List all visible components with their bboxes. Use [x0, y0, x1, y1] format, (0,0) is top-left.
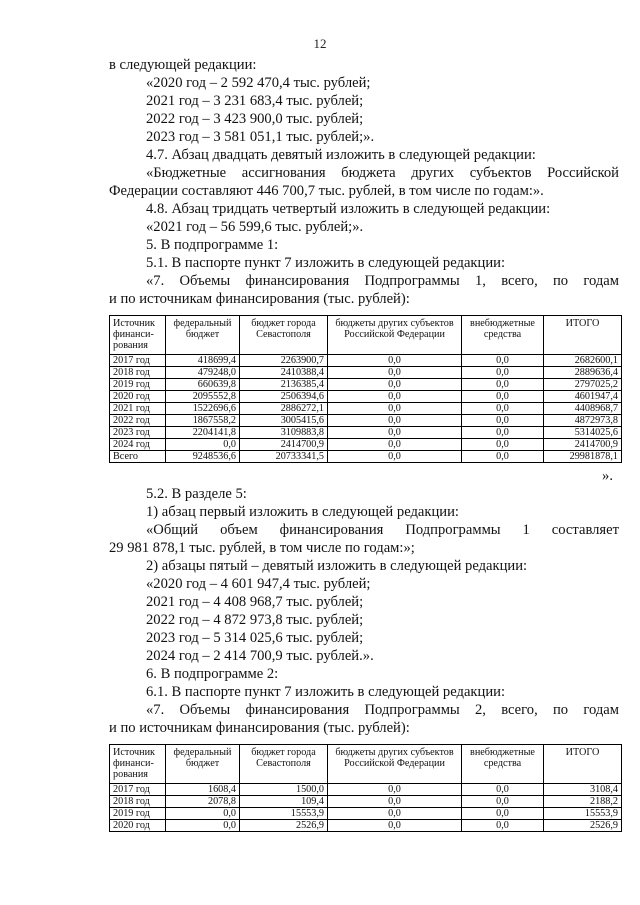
- column-header: Источник финанси-рования: [110, 745, 166, 784]
- table-cell: 2136385,4: [240, 379, 328, 391]
- table-cell: 660639,8: [166, 379, 240, 391]
- table-body: [110, 784, 622, 832]
- table-cell: 0,0: [328, 820, 462, 832]
- row-label-cell: 2019 год: [110, 379, 166, 391]
- table-header-row: [110, 745, 622, 784]
- column-header: бюджеты других субъектов Российской Федерации: [328, 745, 462, 784]
- table-cell: 479248,0: [166, 367, 240, 379]
- paragraph: «2021 год – 56 599,6 тыс. рублей;».: [146, 219, 364, 235]
- paragraph: 1) абзац первый изложить в следующей редакции:: [146, 504, 459, 520]
- table-cell: 2095552,8: [166, 391, 240, 403]
- table-cell: 3109883,8: [240, 427, 328, 439]
- table-cell: 0,0: [328, 808, 462, 820]
- row-label-cell: 2022 год: [110, 415, 166, 427]
- financing-table-subprogram-2: [109, 744, 622, 832]
- column-header: бюджет города Севастополя: [240, 316, 328, 355]
- paragraph: 2021 год – 3 231 683,4 тыс. рублей;: [146, 93, 364, 109]
- table-cell: 0,0: [328, 391, 462, 403]
- page-number: 12: [313, 36, 327, 51]
- table-cell: 4601947,4: [544, 391, 622, 403]
- table-cell: 0,0: [328, 355, 462, 367]
- table-cell: 0,0: [462, 415, 544, 427]
- row-label-cell: 2017 год: [110, 355, 166, 367]
- column-header: бюджеты других субъектов Российской Федерации: [328, 316, 462, 355]
- paragraph: 6. В подпрограмме 2:: [146, 666, 279, 682]
- column-header: Источник финанси-рования: [110, 316, 166, 355]
- paragraph: 2021 год – 4 408 968,7 тыс. рублей;: [146, 594, 364, 610]
- paragraph: Федерации составляют 446 700,7 тыс. рублей, в том числе по годам:».: [109, 183, 544, 199]
- column-header: ИТОГО: [544, 316, 622, 355]
- table-header-row: [110, 316, 622, 355]
- table-cell: 0,0: [462, 391, 544, 403]
- paragraph: 4.7. Абзац двадцать девятый изложить в следующей редакции:: [146, 147, 536, 163]
- row-label-cell: 2018 год: [110, 367, 166, 379]
- table-row: [110, 796, 622, 808]
- table-cell: 20733341,5: [240, 451, 328, 463]
- column-header: ИТОГО: [544, 745, 622, 784]
- table-cell: 2526,9: [240, 820, 328, 832]
- table-row: [110, 391, 622, 403]
- table-cell: 15553,9: [240, 808, 328, 820]
- paragraph: 2023 год – 3 581 051,1 тыс. рублей;».: [146, 129, 375, 145]
- table-cell: 1867558,2: [166, 415, 240, 427]
- table-cell: 0,0: [328, 451, 462, 463]
- row-label-cell: 2020 год: [110, 820, 166, 832]
- paragraph: «Бюджетные ассигнования бюджета других субъектов Российской: [146, 165, 619, 181]
- table-cell: 5314025,6: [544, 427, 622, 439]
- table-cell: 109,4: [240, 796, 328, 808]
- table-cell: 2414700,9: [544, 439, 622, 451]
- table-cell: 0,0: [166, 439, 240, 451]
- table-row: [110, 451, 622, 463]
- paragraph: 5.1. В паспорте пункт 7 изложить в следующей редакции:: [146, 255, 505, 271]
- table-cell: 0,0: [462, 439, 544, 451]
- row-label-cell: 2023 год: [110, 427, 166, 439]
- column-header: федеральный бюджет: [166, 316, 240, 355]
- table-cell: 0,0: [328, 427, 462, 439]
- table-cell: 15553,9: [544, 808, 622, 820]
- paragraph: «Общий объем финансирования Подпрограммы 1 составляет: [146, 522, 619, 538]
- table-row: [110, 355, 622, 367]
- row-label-cell: 2017 год: [110, 784, 166, 796]
- table-cell: 0,0: [462, 451, 544, 463]
- row-label-cell: Всего: [110, 451, 166, 463]
- table-cell: 2263900,7: [240, 355, 328, 367]
- table-row: [110, 379, 622, 391]
- table-row: [110, 820, 622, 832]
- column-header: внебюджетные средства: [462, 745, 544, 784]
- document-body: [109, 56, 619, 836]
- table-cell: 0,0: [462, 808, 544, 820]
- paragraph: «7. Объемы финансирования Подпрограммы 1, всего, по годам: [146, 273, 619, 289]
- table-cell: 0,0: [328, 796, 462, 808]
- paragraph: в следующей редакции:: [109, 57, 257, 73]
- paragraph: 2024 год – 2 414 700,9 тыс. рублей.».: [146, 648, 374, 664]
- table-cell: 9248536,6: [166, 451, 240, 463]
- row-label-cell: 2019 год: [110, 808, 166, 820]
- paragraph: 2022 год – 3 423 900,0 тыс. рублей;: [146, 111, 364, 127]
- paragraph: 5.2. В разделе 5:: [146, 486, 247, 502]
- paragraph: и по источникам финансирования (тыс. рублей):: [109, 291, 410, 307]
- table-row: [110, 808, 622, 820]
- paragraph: 4.8. Абзац тридцать четвертый изложить в следующей редакции:: [146, 201, 551, 217]
- table-cell: 0,0: [166, 820, 240, 832]
- column-header: федеральный бюджет: [166, 745, 240, 784]
- row-label-cell: 2024 год: [110, 439, 166, 451]
- table-cell: 0,0: [166, 808, 240, 820]
- table-cell: 0,0: [328, 367, 462, 379]
- table-cell: 0,0: [462, 367, 544, 379]
- table-row: [110, 367, 622, 379]
- table-row: [110, 784, 622, 796]
- paragraph: 6.1. В паспорте пункт 7 изложить в следующей редакции:: [146, 684, 505, 700]
- table-row: [110, 439, 622, 451]
- table-row: [110, 415, 622, 427]
- paragraph: 5. В подпрограмме 1:: [146, 237, 279, 253]
- paragraph: 2023 год – 5 314 025,6 тыс. рублей;: [146, 630, 364, 646]
- row-label-cell: 2020 год: [110, 391, 166, 403]
- paragraph: «7. Объемы финансирования Подпрограммы 2, всего, по годам: [146, 702, 619, 718]
- closing-quote: ».: [602, 468, 613, 484]
- paragraph: и по источникам финансирования (тыс. рублей):: [109, 720, 410, 736]
- table-cell: 1522696,6: [166, 403, 240, 415]
- table-cell: 29981878,1: [544, 451, 622, 463]
- table-cell: 2410388,4: [240, 367, 328, 379]
- paragraph: «2020 год – 4 601 947,4 тыс. рублей;: [146, 576, 371, 592]
- table-cell: 1500,0: [240, 784, 328, 796]
- financing-table-subprogram-1: [109, 315, 622, 463]
- table-cell: 2526,9: [544, 820, 622, 832]
- table-cell: 2889636,4: [544, 367, 622, 379]
- table-cell: 418699,4: [166, 355, 240, 367]
- table-cell: 2886272,1: [240, 403, 328, 415]
- row-label-cell: 2021 год: [110, 403, 166, 415]
- table-cell: 0,0: [328, 439, 462, 451]
- column-header: бюджет города Севастополя: [240, 745, 328, 784]
- paragraph: 2) абзацы пятый – девятый изложить в следующей редакции:: [146, 558, 528, 574]
- table-body: [110, 355, 622, 463]
- table-cell: 2414700,9: [240, 439, 328, 451]
- table-cell: 2506394,6: [240, 391, 328, 403]
- table-cell: 3005415,6: [240, 415, 328, 427]
- table-cell: 3108,4: [544, 784, 622, 796]
- table-cell: 2204141,8: [166, 427, 240, 439]
- table-cell: 0,0: [462, 784, 544, 796]
- table-cell: 0,0: [462, 379, 544, 391]
- table-cell: 1608,4: [166, 784, 240, 796]
- table-cell: 2078,8: [166, 796, 240, 808]
- table-cell: 0,0: [462, 355, 544, 367]
- table-cell: 0,0: [328, 784, 462, 796]
- table-cell: 0,0: [462, 820, 544, 832]
- paragraph: 2022 год – 4 872 973,8 тыс. рублей;: [146, 612, 364, 628]
- table-cell: 2797025,2: [544, 379, 622, 391]
- table-cell: 0,0: [328, 415, 462, 427]
- table-cell: 2188,2: [544, 796, 622, 808]
- table-cell: 0,0: [462, 427, 544, 439]
- paragraph: «2020 год – 2 592 470,4 тыс. рублей;: [146, 75, 371, 91]
- row-label-cell: 2018 год: [110, 796, 166, 808]
- table-cell: 2682600,1: [544, 355, 622, 367]
- column-header: внебюджетные средства: [462, 316, 544, 355]
- table-cell: 0,0: [462, 796, 544, 808]
- table-row: [110, 427, 622, 439]
- paragraph: 29 981 878,1 тыс. рублей, в том числе по годам:»;: [109, 540, 415, 556]
- table-cell: 4408968,7: [544, 403, 622, 415]
- table-cell: 0,0: [462, 403, 544, 415]
- table-cell: 4872973,8: [544, 415, 622, 427]
- table-row: [110, 403, 622, 415]
- table-cell: 0,0: [328, 379, 462, 391]
- table-cell: 0,0: [328, 403, 462, 415]
